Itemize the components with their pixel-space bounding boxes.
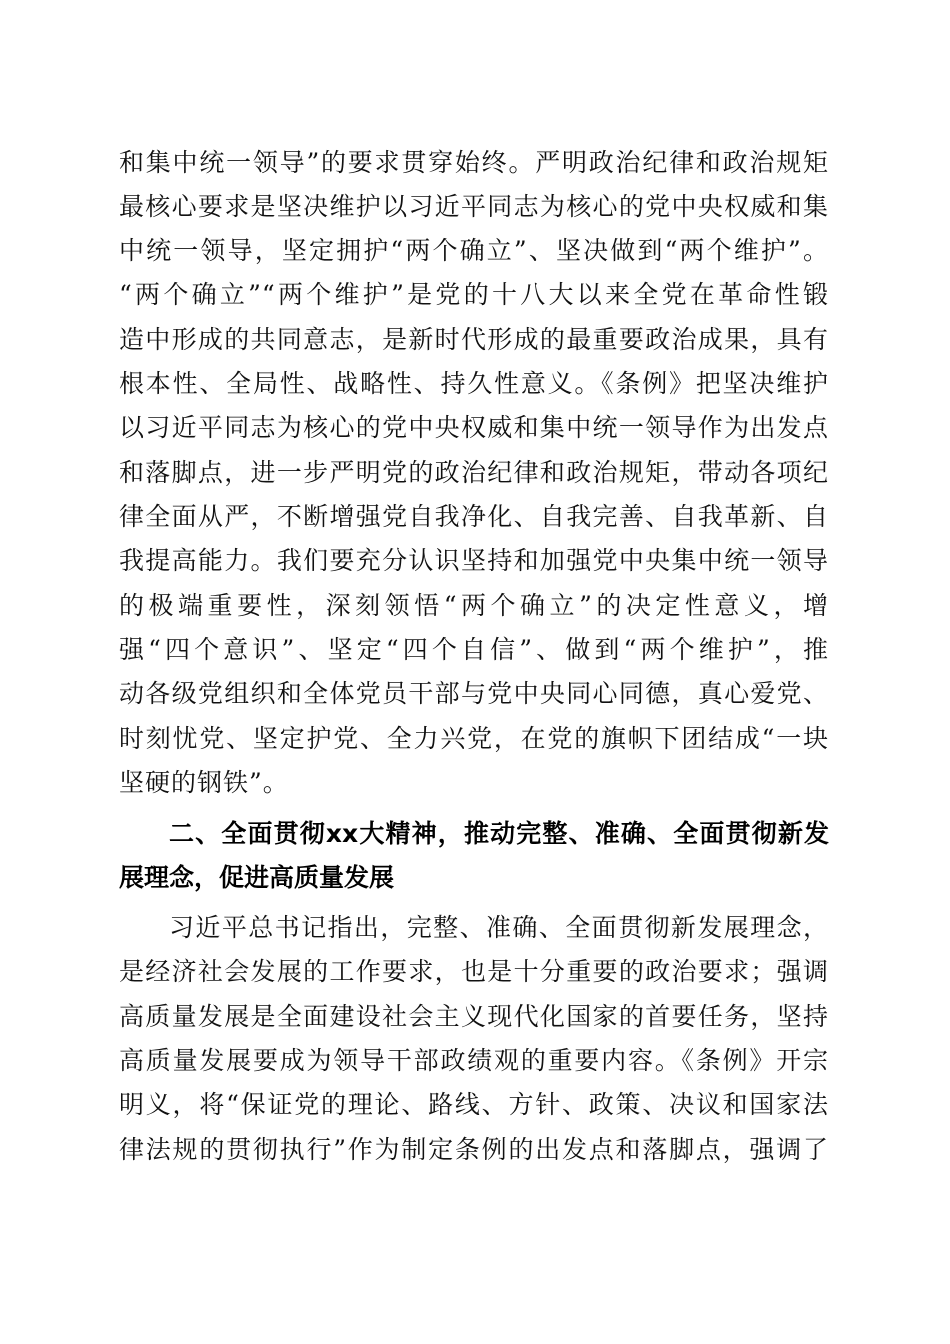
paragraph-line: 以习近平同志为核心的党中央权威和集中统一领导作为出发点 [119,413,829,442]
paragraph-line: 高质量发展是全面建设社会主义现代化国家的首要任务，坚持 [119,1002,829,1031]
paragraph-line: 最核心要求是坚决维护以习近平同志为核心的党中央权威和集 [119,192,829,221]
paragraph-line: 律法规的贯彻执行”作为制定条例的出发点和落脚点，强调了 [119,1135,829,1164]
paragraph-line: 高质量发展要成为领导干部政绩观的重要内容。《条例》开宗 [119,1046,829,1075]
section-heading: 展理念，促进高质量发展 [119,863,395,892]
section-heading: 二、全面贯彻xx大精神，推动完整、准确、全面贯彻新发 [169,819,829,848]
paragraph-line: 中统一领导，坚定拥护“两个确立”、坚决做到“两个维护”。 [119,236,829,265]
paragraph-line: 和落脚点，进一步严明党的政治纪律和政治规矩，带动各项纪 [119,458,829,487]
paragraph-line: 动各级党组织和全体党员干部与党中央同心同德，真心爱党、 [119,679,829,708]
paragraph-line: 明义，将“保证党的理论、路线、方针、政策、决议和国家法 [119,1090,829,1119]
paragraph-line: 造中形成的共同意志，是新时代形成的最重要政治成果，具有 [119,325,829,354]
paragraph-line: 坚硬的钢铁”。 [119,768,289,797]
paragraph-line: “两个确立”“两个维护”是党的十八大以来全党在革命性锻 [119,280,829,309]
paragraph-line: 强“四个意识”、坚定“四个自信”、做到“两个维护”，推 [119,635,829,664]
paragraph-line: 时刻忧党、坚定护党、全力兴党，在党的旗帜下团结成“一块 [119,724,829,753]
paragraph-line: 和集中统一领导”的要求贯穿始终。严明政治纪律和政治规矩 [119,148,829,177]
paragraph-line: 根本性、全局性、战略性、持久性意义。《条例》把坚决维护 [119,369,829,398]
paragraph-line: 我提高能力。我们要充分认识坚持和加强党中央集中统一领导 [119,546,829,575]
paragraph-line: 习近平总书记指出，完整、准确、全面贯彻新发展理念， [169,913,829,942]
paragraph-line: 是经济社会发展的工作要求，也是十分重要的政治要求；强调 [119,957,829,986]
paragraph-line: 律全面从严，不断增强党自我净化、自我完善、自我革新、自 [119,502,829,531]
paragraph-line: 的极端重要性，深刻领悟“两个确立”的决定性意义，增 [119,591,829,620]
